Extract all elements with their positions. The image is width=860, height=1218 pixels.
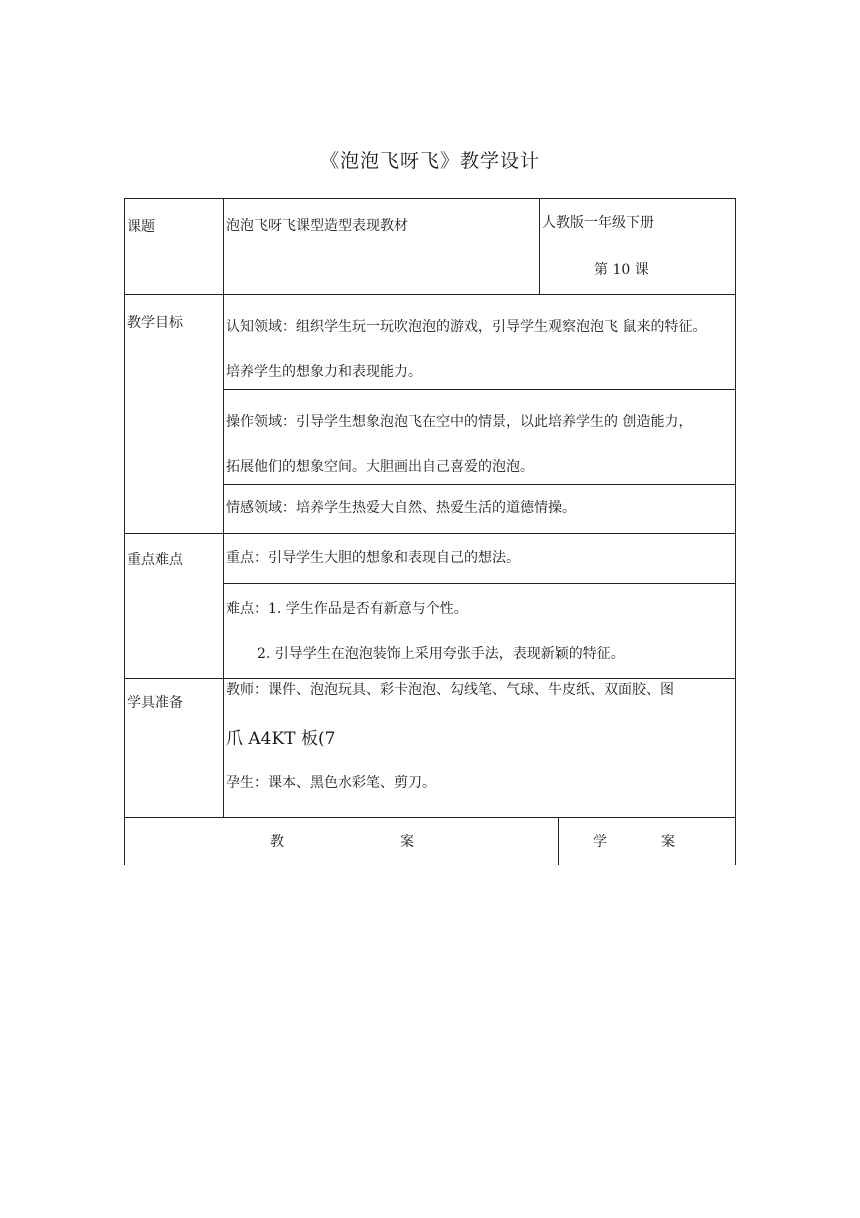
lesson-label: 课题 — [127, 219, 155, 235]
materials-label: 学具准备 — [127, 695, 183, 711]
student-materials: 孕生：课本、黑色水彩笔、剪刀。 — [226, 775, 436, 791]
textbook-edition: 人教版一年级下册 — [542, 215, 654, 231]
cognitive-goal-line2: 培养学生的想象力和表现能力。 — [226, 364, 422, 380]
key-points-label: 重点难点 — [127, 552, 183, 568]
emotion-goal: 情感领域：培养学生热爱大自然、热爱生活的道德情操。 — [226, 500, 576, 516]
teacher-materials-line2: 爪 A4KT 板(7 — [226, 729, 336, 749]
goals-label: 教学目标 — [127, 315, 183, 331]
footer-an-left: 案 — [400, 834, 414, 850]
document-title: 《泡泡飞呀飞》教学设计 — [319, 150, 540, 172]
difficulty-line2: 2. 引导学生在泡泡装饰上采用夸张手法，表现新颖的特征。 — [257, 646, 625, 662]
footer-an-right: 案 — [661, 834, 675, 850]
lesson-number: 第 10 课 — [594, 262, 649, 278]
footer-jiao: 教 — [270, 834, 284, 850]
lesson-content: 泡泡飞呀飞课型造型表现教材 — [226, 218, 408, 234]
difficulty-line1: 难点：1. 学生作品是否有新意与个性。 — [226, 601, 468, 617]
operation-goal-line2: 拓展他们的想象空间。大胆画出自己喜爱的泡泡。 — [226, 459, 534, 475]
footer-xue: 学 — [593, 834, 607, 850]
cognitive-goal-line1: 认知领域：组织学生玩一玩吹泡泡的游戏，引导学生观察泡泡飞 鼠来的特征。 — [226, 319, 707, 335]
focus-point: 重点：引导学生大胆的想象和表现自己的想法。 — [226, 550, 520, 566]
teacher-materials-line1: 教师：课件、泡泡玩具、彩卡泡泡、勾线笔、气球、牛皮纸、双面胶、图 — [226, 682, 674, 698]
operation-goal-line1: 操作领域：引导学生想象泡泡飞在空中的情景，以此培养学生的 创造能力， — [226, 414, 693, 430]
